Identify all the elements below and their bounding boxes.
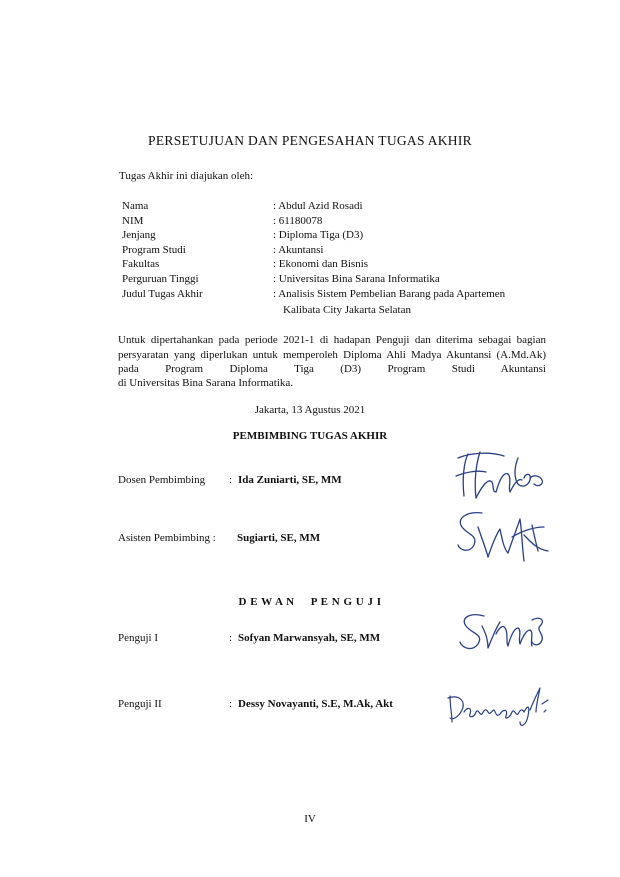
pembimbing-heading: PEMBIMBING TUGAS AKHIR [232, 430, 388, 442]
page-number: IV [304, 813, 316, 825]
penguji-heading: D E W A N P E N G U J I [238, 596, 382, 608]
info-label: NIM [122, 214, 144, 227]
signer-label: Asisten Pembimbing : [118, 532, 216, 544]
info-label: Nama [122, 200, 149, 212]
signature-asisten-pembimbing [452, 505, 552, 567]
signer-name: Sugiarti, SE, MM [237, 532, 321, 544]
info-label: Judul Tugas Akhir [122, 287, 203, 300]
info-value: : Analisis Sistem Pembelian Barang pada Apartemen [273, 287, 506, 300]
approval-paragraph: Untuk dipertahankan pada periode 2021-1 di hadapan Penguji dan diterima sebagai bagian persyaratan yang diperlukan untuk memperoleh Diploma Ahli Madya Akuntansi (A.Md.Ak) pada Program Diploma Tiga (D3) Program Studi Akuntansi [118, 334, 546, 375]
signer-colon: : [229, 632, 233, 644]
signature-penguji-2 [444, 682, 552, 730]
info-value: : 61180078 [273, 214, 323, 227]
info-value-continued: Kalibata City Jakarta Selatan [283, 304, 411, 317]
signer-label: Penguji I [118, 632, 159, 644]
signer-label: Dosen Pembimbing [118, 474, 206, 486]
signer-colon: : [229, 698, 233, 710]
signer-name: Dessy Novayanti, S.E, M.Ak, Akt [238, 698, 393, 710]
info-label: Jenjang [122, 229, 156, 242]
info-value: : Diploma Tiga (D3) [273, 229, 364, 242]
signature-dosen-pembimbing [452, 448, 548, 504]
signer-label: Penguji II [118, 698, 162, 710]
intro-text: Tugas Akhir ini diajukan oleh: [119, 170, 254, 182]
signer-name: Sofyan Marwansyah, SE, MM [238, 632, 381, 644]
info-label: Program Studi [122, 243, 186, 256]
signer-colon: : [229, 474, 233, 486]
info-value: : Ekonomi dan Bisnis [273, 258, 369, 271]
info-value: : Akuntansi [273, 243, 324, 256]
page-title: PERSETUJUAN DAN PENGESAHAN TUGAS AKHIR [148, 133, 472, 148]
place-date: Jakarta, 13 Agustus 2021 [254, 404, 366, 416]
signature-penguji-1 [456, 608, 548, 656]
info-label: Fakultas [122, 258, 160, 271]
signer-name: Ida Zuniarti, SE, MM [238, 474, 342, 486]
info-value: : Universitas Bina Sarana Informatika [273, 272, 440, 285]
info-label: Perguruan Tinggi [122, 272, 199, 285]
info-value: : Abdul Azid Rosadi [273, 200, 363, 212]
approval-paragraph-end: di Universitas Bina Sarana Informatika. [118, 377, 294, 389]
